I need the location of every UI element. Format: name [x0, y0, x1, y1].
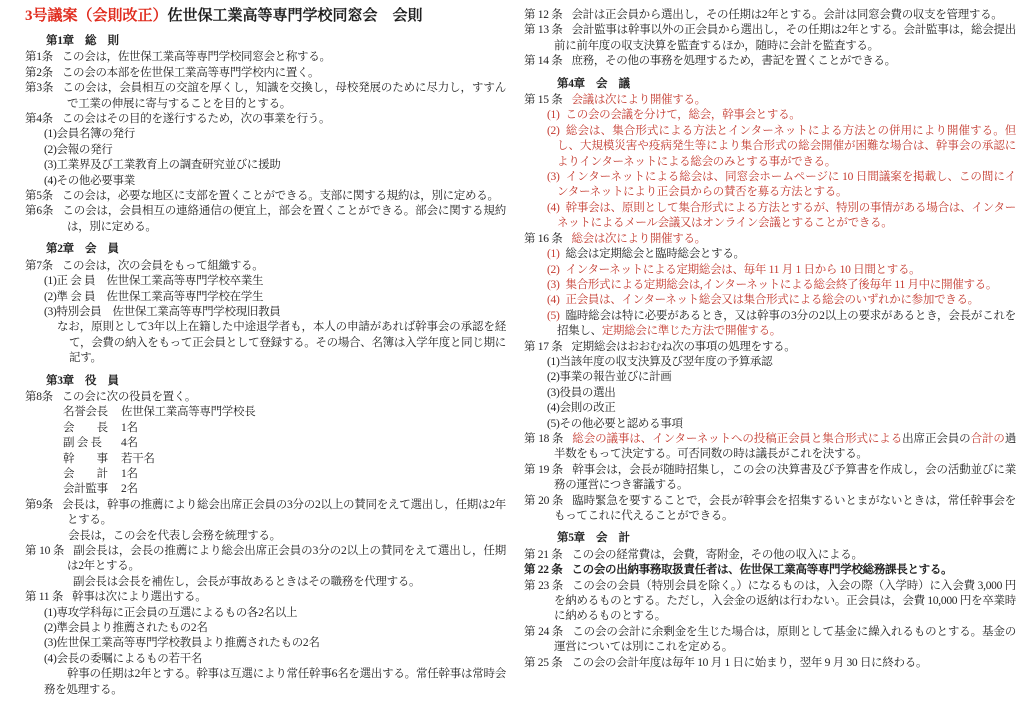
article — [25, 66, 506, 81]
body-text: 臨時緊急を要することで，会長が幹事会を招集するいとまがないときは，常任幹事会をもってこれに代えることができる。 — [554, 494, 1016, 522]
amended-text: この会の会議を分けて，総会，幹事会とする。 — [565, 109, 801, 122]
article — [524, 563, 1016, 578]
body-text: 過半数をもって決定する。可否同数の時は議長がこれを決する。 — [554, 432, 1017, 461]
item-number: (1) — [547, 248, 560, 261]
body-text: (3)役員の選出 — [547, 386, 616, 399]
amended-text: 定期総会に準じた方法で開催する。 — [601, 325, 782, 338]
item-number: (5) — [547, 309, 560, 322]
body-text: この会の会計に余剰金を生じた場合は，原則として基金に繰入れるものとする。基金の運営については別にこれを定める。 — [554, 625, 1017, 654]
body-text: この会の会員（特別会員を除く。）になるものは，入会の際（入学時）に入会費 3,000 円を納めるものとする。ただし，入会金の返納は行わない。正会員は，会費 10,000 円を卒業時に納めるものとする。 — [554, 579, 1016, 623]
amended-text: 幹事会は、原則として集合形式による方法とするが、特別の事情がある場合は、インターネットによるメール会議又はオンライン会議とすることができる。 — [557, 201, 1016, 230]
document-title — [25, 6, 506, 27]
body-text: 会長は，この会を代表し会務を統理する。 — [68, 529, 281, 542]
note-paragraph — [25, 667, 506, 698]
article-number: 第4条 — [25, 113, 53, 126]
officer-row — [25, 421, 506, 436]
article-number: 第 18 条 — [524, 432, 564, 445]
article — [25, 544, 506, 575]
list-item — [25, 158, 506, 173]
numbered-item — [524, 247, 1016, 262]
body-text: この会は，佐世保工業高等専門学校同窓会と称する。 — [61, 51, 331, 64]
note-paragraph — [25, 529, 506, 544]
article — [524, 548, 1016, 563]
list-item — [25, 305, 506, 320]
officer-row — [25, 436, 506, 451]
article-number: 第 13 条 — [524, 24, 563, 37]
article — [25, 590, 506, 605]
item-number: (4) — [547, 294, 560, 307]
officer-count: 1名 — [121, 421, 138, 434]
body-text: 会長は，幹事の推薦により総会出席正会員の3分の2以上の賛同をえて選出し，任期は2年とする。 — [62, 498, 506, 527]
body-text: 幹事会は，会長が随時招集し，この会の決算書及び予算書を作成し，会の活動並びに業務の運営につき審議する。 — [554, 463, 1017, 492]
article — [524, 54, 1016, 69]
chapter-heading: 第5章 会 計 — [557, 532, 630, 545]
article-number: 第 17 条 — [524, 340, 563, 353]
note-paragraph — [25, 575, 506, 590]
officer-count: 佐世保工業高等専門学校長 — [121, 406, 256, 419]
numbered-item — [524, 124, 1016, 170]
proposal-number-label: 3号議案（会則改正） — [25, 8, 168, 24]
amended-text: 総会は次により開催する。 — [571, 232, 706, 245]
article — [524, 432, 1016, 463]
amended-text: 総会は、集合形式による方法とインターネットによる方法との併用により開催する。但し、大規模災害や疫病発生等により集合形式の総会開催が困難な場合は、幹事会の承認によりインターネットによる総会のみとする事ができる。 — [557, 124, 1016, 168]
article-number: 第3条 — [25, 82, 54, 95]
officer-row — [25, 467, 506, 482]
article-number: 第 11 条 — [25, 591, 64, 604]
chapter-heading: 第1章 総 則 — [46, 35, 119, 47]
body-text: (5)その他必要と認める事項 — [547, 417, 683, 430]
article-number: 第 16 条 — [524, 232, 563, 245]
list-item — [25, 290, 506, 305]
list-item — [524, 417, 1016, 432]
numbered-item — [524, 108, 1016, 123]
article-number: 第 24 条 — [524, 625, 564, 638]
numbered-item — [524, 309, 1016, 340]
body-text: この会は，会員相互の連絡通信の便宜上，部会を置くことができる。部会に関する規約は，別に定める。 — [62, 205, 506, 233]
item-number: (2) — [547, 124, 560, 137]
body-text: 出席正会員の — [902, 432, 971, 445]
amended-text: 合計の — [970, 432, 1005, 445]
article — [25, 189, 506, 204]
article — [524, 656, 1016, 671]
amended-text: インターネットによる総会は、同窓会ホームページに 10 日間議案を掲載し、この間にインターネットにより正会員からの賛否を募る方法とする。 — [557, 171, 1016, 199]
officer-count: 1名 — [121, 467, 138, 480]
list-item — [25, 127, 506, 142]
article — [25, 81, 506, 112]
article-number: 第 10 条 — [25, 545, 65, 557]
officer-count: 4名 — [121, 437, 138, 450]
list-item — [25, 652, 506, 667]
body-text: 会計は正会員から選出し，その任期は2年とする。会計は同窓会費の収支を管理する。 — [571, 9, 1003, 21]
body-text: (2)会報の発行 — [44, 143, 113, 156]
body-text: (4)会則の改正 — [547, 402, 616, 415]
body-text: (3)佐世保工業高等専門学校教員より推薦されたもの2名 — [44, 637, 320, 650]
article — [524, 232, 1016, 247]
officer-title: 副 会 長 — [63, 437, 102, 450]
chapter-heading: 第3章 役 員 — [46, 374, 119, 387]
body-text: この会は，会員相互の交誼を厚くし，知識を交換し，母校発展のために尽力し，すすんで工業の伸展に寄与することを目的とする。 — [62, 82, 506, 110]
item-number: (3) — [547, 278, 560, 291]
body-text: 幹事は次により選出する。 — [72, 591, 207, 604]
list-item — [524, 370, 1016, 385]
item-number: (1) — [547, 109, 560, 122]
officer-row — [25, 482, 506, 497]
article — [25, 204, 506, 235]
numbered-item — [524, 263, 1016, 278]
numbered-item — [524, 170, 1016, 201]
body-text: 副会長は，会長の推薦により総会出席正会員の3分の2以上の賛同をえて選出し，任期は2年とする。 — [67, 545, 507, 573]
officer-title: 会 計 — [63, 467, 108, 480]
list-item — [524, 355, 1016, 370]
body-text: この会はその目的を遂行するため，次の事業を行う。 — [61, 113, 331, 126]
body-text: 定期総会はおおむね次の事項の処理をする。 — [571, 340, 796, 353]
article-number: 第7条 — [25, 259, 53, 272]
amended-text: 正会員は、インターネット総会又は集合形式による総会のいずれかに参加できる。 — [565, 294, 979, 307]
article-number: 第 19 条 — [524, 463, 564, 476]
chapter-heading: 第2章 会 員 — [46, 243, 119, 256]
officer-row — [25, 405, 506, 420]
body-text: この会の出納事務取扱責任者は、佐世保工業高等専門学校総務課長とする。 — [571, 564, 953, 577]
article-number: 第 21 条 — [524, 548, 563, 561]
article — [25, 112, 506, 127]
body-text: 庶務，その他の事務を処理するため，書記を置くことができる。 — [571, 55, 896, 68]
body-text: (1)会員名簿の発行 — [44, 128, 135, 141]
article — [524, 463, 1016, 494]
left-column — [0, 4, 512, 698]
article-number: 第 14 条 — [524, 55, 563, 68]
article — [25, 50, 506, 65]
body-text: (3)特別会員 佐世保工業高等専門学校現旧教員 — [44, 305, 281, 318]
officer-title: 名誉会長 — [63, 406, 108, 419]
list-item — [25, 636, 506, 651]
chapter-heading: 第4章 会 議 — [557, 77, 630, 90]
officer-count: 2名 — [121, 483, 138, 496]
item-number: (2) — [547, 263, 560, 276]
amended-text: 会議は次により開催する。 — [571, 94, 706, 107]
officer-count: 若干名 — [121, 452, 155, 465]
item-number: (4) — [547, 201, 560, 214]
article-number: 第8条 — [25, 390, 53, 403]
body-text: (3)工業界及び工業教育上の調査研究並びに援助 — [44, 159, 281, 172]
article — [25, 390, 506, 405]
body-text: この会の会計年度は毎年 10 月 1 日に始まり，翌年 9 月 30 日に終わる。 — [571, 656, 928, 669]
numbered-item — [524, 201, 1016, 232]
right-column — [512, 4, 1024, 698]
title-text: 佐世保工業高等専門学校同窓会 会則 — [167, 8, 423, 24]
body-text: この会は，次の会員をもって組織する。 — [61, 259, 264, 272]
body-text: (1)正 会 員 佐世保工業高等専門学校卒業生 — [44, 275, 264, 288]
list-item — [524, 401, 1016, 416]
article-number: 第6条 — [25, 205, 54, 218]
article-number: 第 15 条 — [524, 94, 563, 107]
body-text: この会の経常費は，会費，寄附金，その他の収入による。 — [571, 548, 863, 561]
item-number: (3) — [547, 171, 560, 184]
article — [25, 259, 506, 274]
body-text: (1)当該年度の収支決算及び翌年度の予算承認 — [547, 355, 773, 368]
body-text: (1)専攻学科毎に正会員の互選によるもの各2名以上 — [44, 606, 298, 619]
body-text: (4)その他必要事業 — [44, 174, 135, 187]
list-item — [25, 274, 506, 289]
body-text: この会は，必要な地区に支部を置くことができる。支部に関する規約は，別に定める。 — [61, 190, 499, 203]
article-number: 第9条 — [25, 498, 54, 511]
body-text: (2)準 会 員 佐世保工業高等専門学校在学生 — [44, 290, 264, 303]
article-number: 第 25 条 — [524, 656, 563, 669]
article — [524, 23, 1016, 54]
article — [524, 93, 1016, 108]
officer-title: 会計監事 — [63, 483, 108, 496]
article-number: 第 20 条 — [524, 494, 564, 507]
amended-text: 総会の議事は、インターネットへの投稿正会員と集合形式による — [572, 432, 903, 445]
article — [524, 340, 1016, 355]
officer-row — [25, 452, 506, 467]
numbered-item — [524, 278, 1016, 293]
list-item — [524, 386, 1016, 401]
body-text: (4)会長の委嘱によるもの若干名 — [44, 652, 203, 665]
list-item — [25, 143, 506, 158]
article-number: 第 22 条 — [524, 564, 563, 577]
list-item — [25, 621, 506, 636]
article-number: 第5条 — [25, 190, 53, 203]
officer-title: 会 長 — [63, 421, 108, 434]
body-text: 総会は定期総会と臨時総会とする。 — [565, 248, 745, 261]
article — [524, 625, 1016, 656]
list-item — [25, 174, 506, 189]
body-text: 幹事の任期は2年とする。幹事は互選により常任幹事6名を選出する。常任幹事は常時会務を処理する。 — [44, 668, 506, 696]
body-text: 副会長は会長を補佐し，会長が事故あるときはその職務を代理する。 — [73, 575, 421, 588]
article-number: 第2条 — [25, 66, 53, 79]
note-paragraph — [25, 320, 506, 366]
body-text: (2)事業の報告並びに計画 — [547, 371, 672, 384]
article-number: 第1条 — [25, 51, 53, 64]
article — [524, 8, 1016, 23]
numbered-item — [524, 293, 1016, 308]
list-item — [25, 606, 506, 621]
officer-title: 幹 事 — [63, 452, 108, 465]
amended-text: インターネットによる定期総会は、毎年 11 月 1 日から 10 日間とする。 — [565, 263, 921, 276]
body-text: 臨時総会は特に必要があるとき，又は幹事の3分の2以上の要求があるとき，会長がこれを招集し、 — [557, 309, 1016, 338]
article — [524, 494, 1016, 525]
body-text: 会計監事は幹事以外の正会員から選出し，その任期は2年とする。会計監事は，総会提出前に前年度の収支決算を監査するほか，随時に会計を監査する。 — [554, 24, 1017, 52]
article-number: 第 23 条 — [524, 579, 564, 592]
article — [25, 498, 506, 529]
body-text: この会に次の役員を置く。 — [61, 390, 197, 403]
amended-text: 集合形式による定期総会は,インターネットによる総会終了後毎年 11 月中に開催する。 — [565, 278, 998, 291]
article-number: 第 12 条 — [524, 9, 563, 21]
body-text: (2)準会員より推薦されたもの2名 — [44, 622, 208, 635]
article — [524, 579, 1016, 625]
body-text: この会の本部を佐世保工業高等専門学校内に置く。 — [61, 66, 320, 79]
body-text: なお，原則として3年以上在籍した中途退学者も，本人の申請があれば幹事会の承認を経て，会費の納入をもって正会員として登録する。その場合、名簿は入学年度と同じ期に記す。 — [57, 321, 506, 365]
